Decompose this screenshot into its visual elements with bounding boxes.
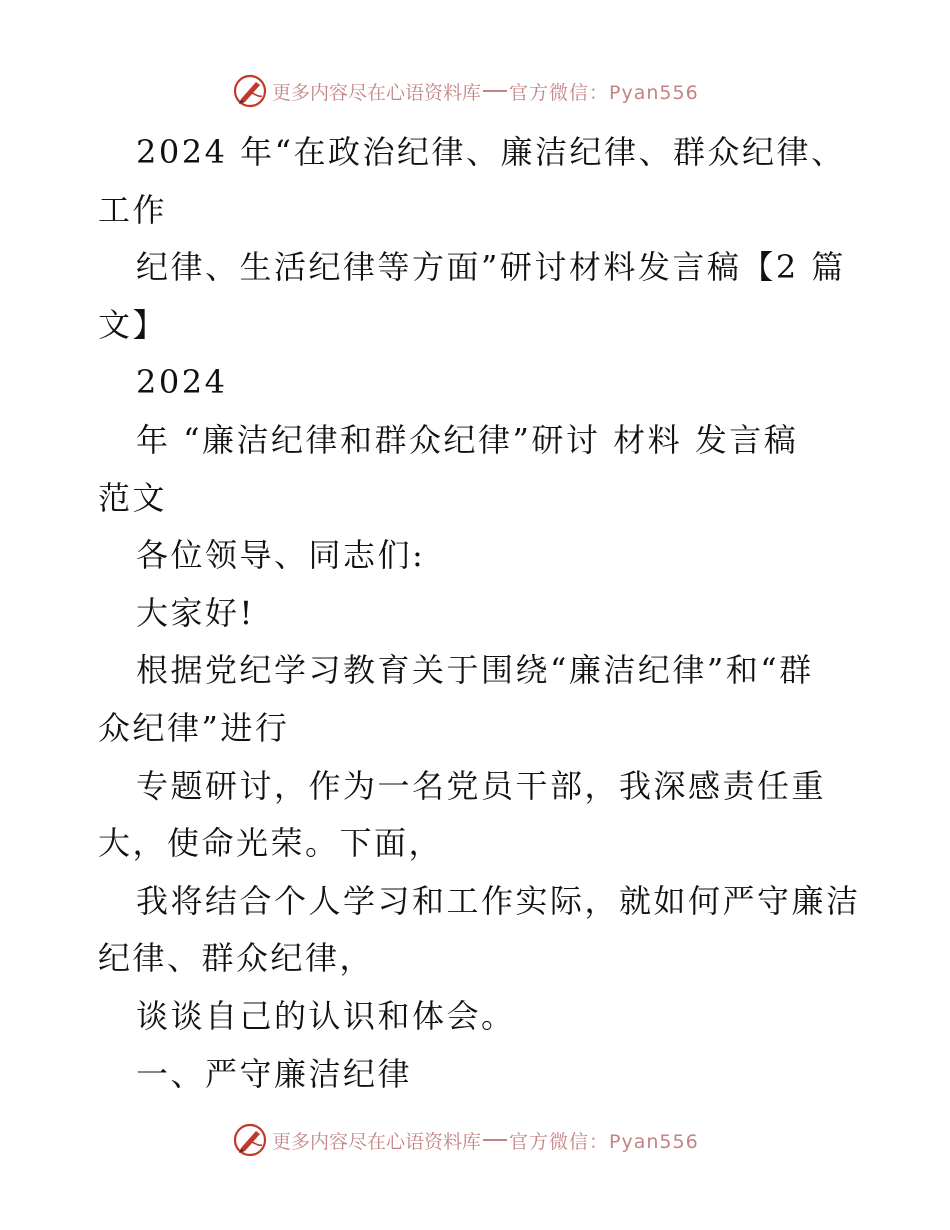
text-line: 2024 年“在政治纪律、廉洁纪律、群众纪律、: [136, 133, 846, 171]
pen-logo-icon: [232, 73, 268, 109]
banner-dash: [483, 90, 507, 92]
text-line: 工作: [98, 190, 168, 229]
text-line: 一、严守廉洁纪律: [136, 1054, 413, 1093]
text-line: 文】: [98, 305, 168, 344]
banner-wechat: 官方微信：Pyan556: [509, 1130, 699, 1153]
text-line: 专题研讨，作为一名党员干部，我深感责任重: [136, 766, 827, 805]
text-line: 谈谈自己的认识和体会。: [136, 996, 516, 1035]
pen-logo-icon: [232, 1122, 268, 1158]
footer-banner: [232, 1120, 732, 1160]
text-line: 2024: [136, 363, 228, 402]
banner-wechat: 官方微信：Pyan556: [509, 81, 699, 104]
banner-text: 更多内容尽在心语资料库: [272, 1130, 482, 1153]
text-line: 我将结合个人学习和工作实际，就如何严守廉洁: [136, 881, 861, 920]
header-banner: [232, 71, 732, 111]
banner-dash: [483, 1139, 507, 1141]
text-line: 纪律、生活纪律等方面”研讨材料发言稿【2 篇: [136, 248, 846, 287]
text-line: 大家好!: [136, 593, 255, 632]
document-body: [98, 124, 861, 1103]
banner-text: 更多内容尽在心语资料库: [272, 81, 482, 104]
text-line: 各位领导、同志们:: [136, 536, 426, 575]
text-line: 范文: [98, 478, 168, 517]
text-line: 纪律、群众纪律，: [98, 939, 375, 978]
text-line: 根据党纪学习教育关于围绕“廉洁纪律”和“群: [136, 651, 814, 690]
text-line: 众纪律”进行: [98, 708, 290, 747]
text-line: 年 “廉洁纪律和群众纪律”研讨 材料 发言稿: [136, 420, 799, 459]
text-line: 大，使命光荣。下面，: [98, 824, 444, 863]
